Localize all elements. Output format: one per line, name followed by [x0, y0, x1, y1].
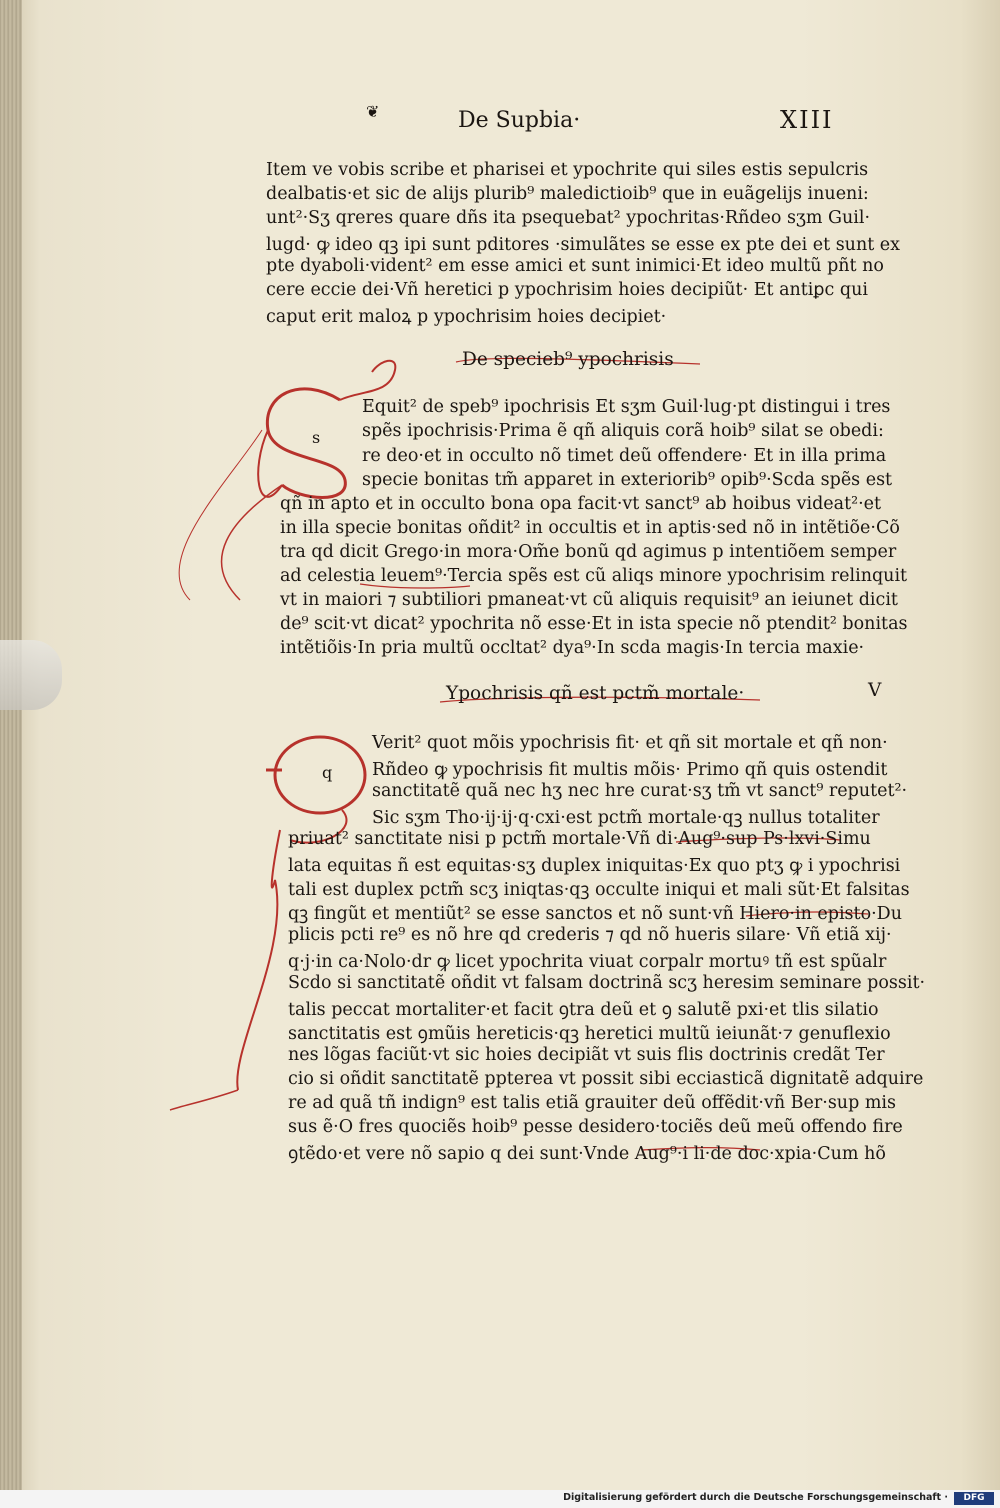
text-line: Item ve vobis scribe et pharisei et ypochrite qui siles estis sepulcris: [266, 160, 869, 180]
text-line: unt²·Sʒ qreres quare dñs ita psequebat² ypochritas·Rñdeo sʒm Guil·: [266, 208, 871, 228]
text-line: priuat² sanctitate nisi p pctm̃ mortale·Vñ di·Aug⁹·sup Ps·lxvi·Simu: [288, 829, 871, 849]
text-line: in illa specie bonitas oñdit² in occultis et in aptis·sed nõ in intẽtiõe·Cõ: [280, 518, 900, 538]
folio-number: XIII: [780, 106, 834, 134]
text-line: vt in maiori ⁊ subtiliori pmaneat·vt cũ aliquis requisit⁹ an ieiunet dicit: [280, 590, 898, 610]
text-line: lugd· ꝙ ideo qꝫ ipi sunt pditores ·simulãtes se esse ex pte dei et sunt ex: [266, 235, 901, 255]
dfg-logo-badge: DFG: [954, 1492, 994, 1505]
guide-letter: s: [312, 428, 321, 447]
text-line: Equit² de speb⁹ ipochrisis Et sʒm Guil·lug·pt distingui i tres: [362, 397, 891, 417]
text-line: sus ẽ·O fres quociẽs hoib⁹ pesse desidero·tociẽs deũ meũ offendo fire: [288, 1117, 903, 1137]
section-heading-species: De specieb⁹ ypochrisis: [462, 349, 674, 370]
text-line: Rñdeo ꝙ ypochrisis fit multis mõis· Primo qñ quis ostendit: [372, 760, 888, 780]
text-line: re deo·et in occulto nõ timet deũ offendere· Et in illa prima: [362, 446, 887, 466]
text-line: q·j·in ca·Nolo·dr ꝙ licet ypochrita viuat corpalr mortuꝰ tñ est spũalr: [288, 952, 887, 972]
text-line: plicis pcti re⁹ es nõ hre qd crederis ⁊ qd nõ hueris silare· Vñ etiã xij·: [288, 925, 892, 945]
text-line: lata equitas ñ est equitas·sʒ duplex iniquitas·Ex quo ptʒ ꝙ i ypochrisi: [288, 856, 901, 876]
text-line: nes lõgas faciũt·vt sic hoies decipiãt vt suis flis doctrinis credãt Ter: [288, 1045, 885, 1065]
text-line: spẽs ipochrisis·Prima ẽ qñ aliquis corã hoib⁹ silat se obedi:: [362, 421, 884, 441]
text-line: ꝯtẽdo·et vere nõ sapio q dei sunt·Vnde Aug⁹·i li·de doc·xpia·Cum hõ: [288, 1144, 886, 1164]
text-line: de⁹ scit·vt dicat² ypochrita nõ esse·Et in ista specie nõ ptendit² bonitas: [280, 614, 908, 634]
guide-letter: q: [322, 763, 333, 782]
text-line: cere eccie dei·Vñ heretici p ypochrisim hoies decipiũt· Et antiꝑc qui: [266, 280, 868, 300]
text-line: sanctitatẽ quã nec hʒ nec hre curat·sʒ tm̃ vt sanct⁹ reputet²·: [372, 781, 908, 801]
text-line: cio si oñdit sanctitatẽ ppterea vt possit sibi ecciasticã dignitatẽ adquire: [288, 1069, 924, 1089]
text-line: qñ in apto et in occulto bona opa facit·vt sanct⁹ ab hoibus videat²·et: [280, 494, 882, 514]
header-ornament: ❦: [366, 102, 380, 121]
section-heading-mortal-sin: Ypochrisis qñ est pctm̃ mortale·: [446, 683, 745, 704]
text-line: caput erit maloꝝ p ypochrisim hoies decipiet·: [266, 307, 667, 327]
text-line: re ad quã tñ indign⁹ est talis etiã grauiter deũ offẽdit·vñ Ber·sup mis: [288, 1093, 897, 1113]
text-line: intẽtiõis·In pria multũ occltat² dya⁹·In scda magis·In tercia maxie·: [280, 638, 865, 658]
page-running-title: De Supbia·: [458, 108, 581, 133]
text-line: dealbatis·et sic de alijs plurib⁹ maledictioib⁹ que in euãgelijs inueni:: [266, 184, 869, 204]
text-line: ad celestia leuem⁹·Tercia spẽs est cũ aliqs minore ypochrisim relinquit: [280, 566, 908, 586]
text-line: talis peccat mortaliter·et facit ꝯtra deũ et ꝯ salutẽ pxi·et tlis silatio: [288, 1000, 879, 1020]
text-line: qꝫ fingũt et mentiũt² se esse sanctos et nõ sunt·vñ Hiero·in episto·Du: [288, 904, 902, 924]
text-line: tra qd dicit Grego·in mora·Om̃e bonũ qd agimus p intentiõem semper: [280, 542, 897, 562]
text-line: specie bonitas tm̃ apparet in exteriorib⁹ opib⁹·Scda spẽs est: [362, 470, 893, 490]
text-line: Scdo si sanctitatẽ oñdit vt falsam doctrinã scʒ heresim seminare possit·: [288, 973, 926, 993]
text-line: pte dyaboli·vident² em esse amici et sunt inimici·Et ideo multũ pñt no: [266, 256, 884, 276]
digitization-credit: Digitalisierung gefördert durch die Deutsche Forschungsgemeinschaft ·: [563, 1492, 948, 1503]
catchword: V: [868, 680, 882, 701]
text-line: sanctitatis est ꝯmũis hereticis·qꝫ heretici multũ ieiunãt·⁊ genuflexio: [288, 1024, 891, 1044]
text-line: Verit² quot mõis ypochrisis fit· et qñ sit mortale et qñ non·: [372, 733, 888, 753]
text-line: Sic sʒm Tho·ij·ij·q·cxi·est pctm̃ mortale·qꝫ nullus totaliter: [372, 808, 880, 828]
text-line: tali est duplex pctm̃ scʒ iniqtas·qꝫ occulte iniqui et mali sũt·Et falsitas: [288, 880, 910, 900]
